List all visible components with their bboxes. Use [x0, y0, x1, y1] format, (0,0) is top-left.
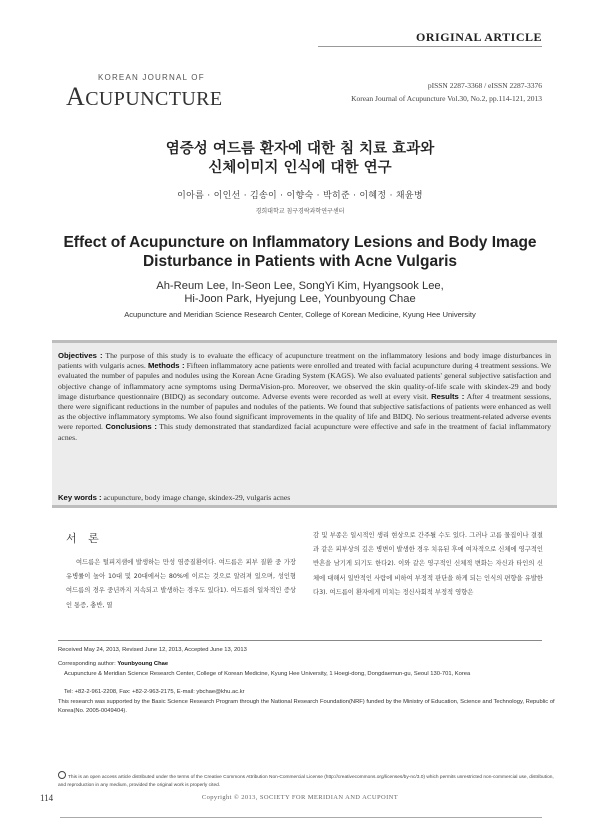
objectives-text: The purpose of this study is to evaluate the efficacy of acupuncture treatment on the inflammatory lesions and body image disturbances in patients with vulgaris acnes.: [58, 351, 551, 371]
keywords-text: acupuncture, body image change, skindex-29, vulgaris acnes: [103, 493, 291, 502]
body-column-left: [66, 556, 296, 613]
intro-paragraph-right: 감 및 부종은 일시적인 생리 현상으로 간주될 수도 있다. 그러나 고름 물집이나 결절과 같은 피부상의 깊은 병변이 발생한 경우 치유된 후에 여자적으로 신체에 영구적인 반흔을 남기게 되기도 한다2). 이와 같은 영구적인 신체적 변화는 자신과 타인의 신체에 대해서 일반적인 사람에 비하여 부정적 판단을 하게 되는 인식의 편향을 유발한다3). 여드름이 환자에게 미치는 정신사회적 부정적 영향은: [313, 532, 543, 596]
funding-note: This research was supported by the Basic Science Research Program through the National Research Foundation(NRF) funded by the Ministry of Education, Science and Technology, Republic of Korea(No. 2005-0049404).: [58, 699, 555, 714]
results-text: After 4 treatment sessions, there were significant reductions in the number of papules and nodules of the patients. We found that subjective satisfactions of patients were enhanced as well as the objective inflammatory symptoms. We also found significant improvements in the quality of life and BIDQ. No serious treatment-related adverse events were reported.: [58, 391, 551, 432]
english-authors-line-1: Ah-Reum Lee, In-Seon Lee, SongYi Kim, Hyangsook Lee,: [156, 280, 444, 292]
open-access-icon: [58, 771, 66, 779]
korean-authors: 이아름 · 이인선 · 김송이 · 이향숙 · 박히준 · 이혜정 · 채윤병: [177, 191, 423, 201]
corr-address: Acupuncture & Meridian Science Research Center, College of Korean Medicine, Kyung Hee University, 1 Hoegi-dong, Dongdaemun-gu, Seoul 130-701, Korea: [64, 671, 471, 677]
conclusions-label: Conclusions :: [105, 422, 157, 432]
footer-rule: [60, 817, 542, 818]
header-rule: [318, 46, 542, 47]
corresponding-author: [58, 660, 558, 669]
abstract-text: [58, 351, 551, 443]
english-title-line-2: Disturbance in Patients with Acne Vulgaris: [142, 253, 458, 270]
journal-subtitle: KOREAN JOURNAL OF: [98, 73, 205, 82]
license-note: [58, 771, 558, 790]
section-title-introduction: 서 론: [66, 532, 103, 545]
objectives-label: Objectives :: [58, 351, 103, 360]
license-text: This is an open access article distributed under the terms of the Creative Commons Attribution Non-Commercial License (http://creativecommons.org/licenses/by-nc/3.0) which permits unrestricted non-commercial use, distribution, and reproduction in any medium, provided the original work is properly cited.: [58, 775, 554, 788]
intro-paragraph-left: 여드름은 털피지샘에 발생하는 만성 염증질환이다. 여드름은 피부 질환 중 가장 유병률이 높아 10대 및 20대에서는 80%에 이르는 것으로 알려져 있으며, 성인형 여드름의 경우 중년까지 지속되고 발생하는 경우도 있다1). 여드름의 일차적인 증상인 통증, 충반, 열: [66, 559, 296, 609]
korean-title-line-1: 염증성 여드름 환자에 대한 침 치료 효과와: [165, 141, 435, 157]
journal-citation: Korean Journal of Acupuncture Vol.30, No.2, pp.114-121, 2013: [351, 94, 542, 103]
issn: pISSN 2287-3368 / eISSN 2287-3376: [427, 81, 542, 90]
keywords-label: Key words :: [58, 493, 102, 502]
received-dates: Received May 24, 2013, Revised June 12, 2013, Accepted June 13, 2013: [58, 647, 247, 653]
results-label: Results :: [431, 391, 465, 401]
journal-logo-rest: CUPUNCTURE: [85, 88, 223, 110]
copyright: Copyright © 2013, SOCIETY FOR MERIDIAN AND ACUPOINT: [201, 794, 399, 801]
english-affiliation: Acupuncture and Meridian Science Research Center, College of Korean Medicine, Kyung Hee University: [124, 310, 476, 319]
korean-title-line-2: 신체이미지 인식에 대한 연구: [208, 160, 392, 176]
keywords: [58, 493, 290, 502]
abstract-box: [52, 340, 557, 508]
corr-name: Younbyoung Chae: [117, 661, 169, 667]
methods-label: Methods :: [147, 361, 185, 371]
corr-contact: Tel: +82-2-961-2208, Fax: +82-2-963-2175, E-mail: ybchae@khu.ac.kr: [64, 689, 245, 695]
methods-text: Fifteen inflammatory acne patients were enrolled and treated with facial acupuncture during 4 treatment sessions. We evaluated the number of papules and nodules using the Korean Acne Grading System (KAGS). We also evaluated patients' general subjective satisfaction and objective change of inflammatory acne symptoms using DermaVision-pro. Moreover, we observed the skin quality-of-life scale with skindex-29 and body image disturbance questionnaire (BIDQ) as secondary outcome. Adverse events were recorded as well at every visit.: [58, 361, 551, 401]
journal-logo-initial: A: [66, 82, 86, 111]
english-title-line-1: Effect of Acupuncture on Inflammatory Lesions and Body Image: [63, 234, 537, 251]
journal-logo: [66, 82, 223, 112]
page-number: 114: [40, 793, 54, 803]
footnote-divider: [58, 640, 542, 641]
article-type-label: ORIGINAL ARTICLE: [416, 30, 542, 44]
corr-label: Corresponding author:: [58, 661, 116, 667]
english-authors-line-2: Hi-Joon Park, Hyejung Lee, Younbyoung Chae: [184, 293, 416, 305]
conclusions-text: This study demonstrated that standardized facial acupuncture were effective and safe in the treatment of facial inflammatory acnes.: [58, 422, 551, 442]
body-column-right: [313, 529, 543, 600]
korean-affiliation: 경희대학교 침구경락과학연구센터: [255, 208, 345, 215]
